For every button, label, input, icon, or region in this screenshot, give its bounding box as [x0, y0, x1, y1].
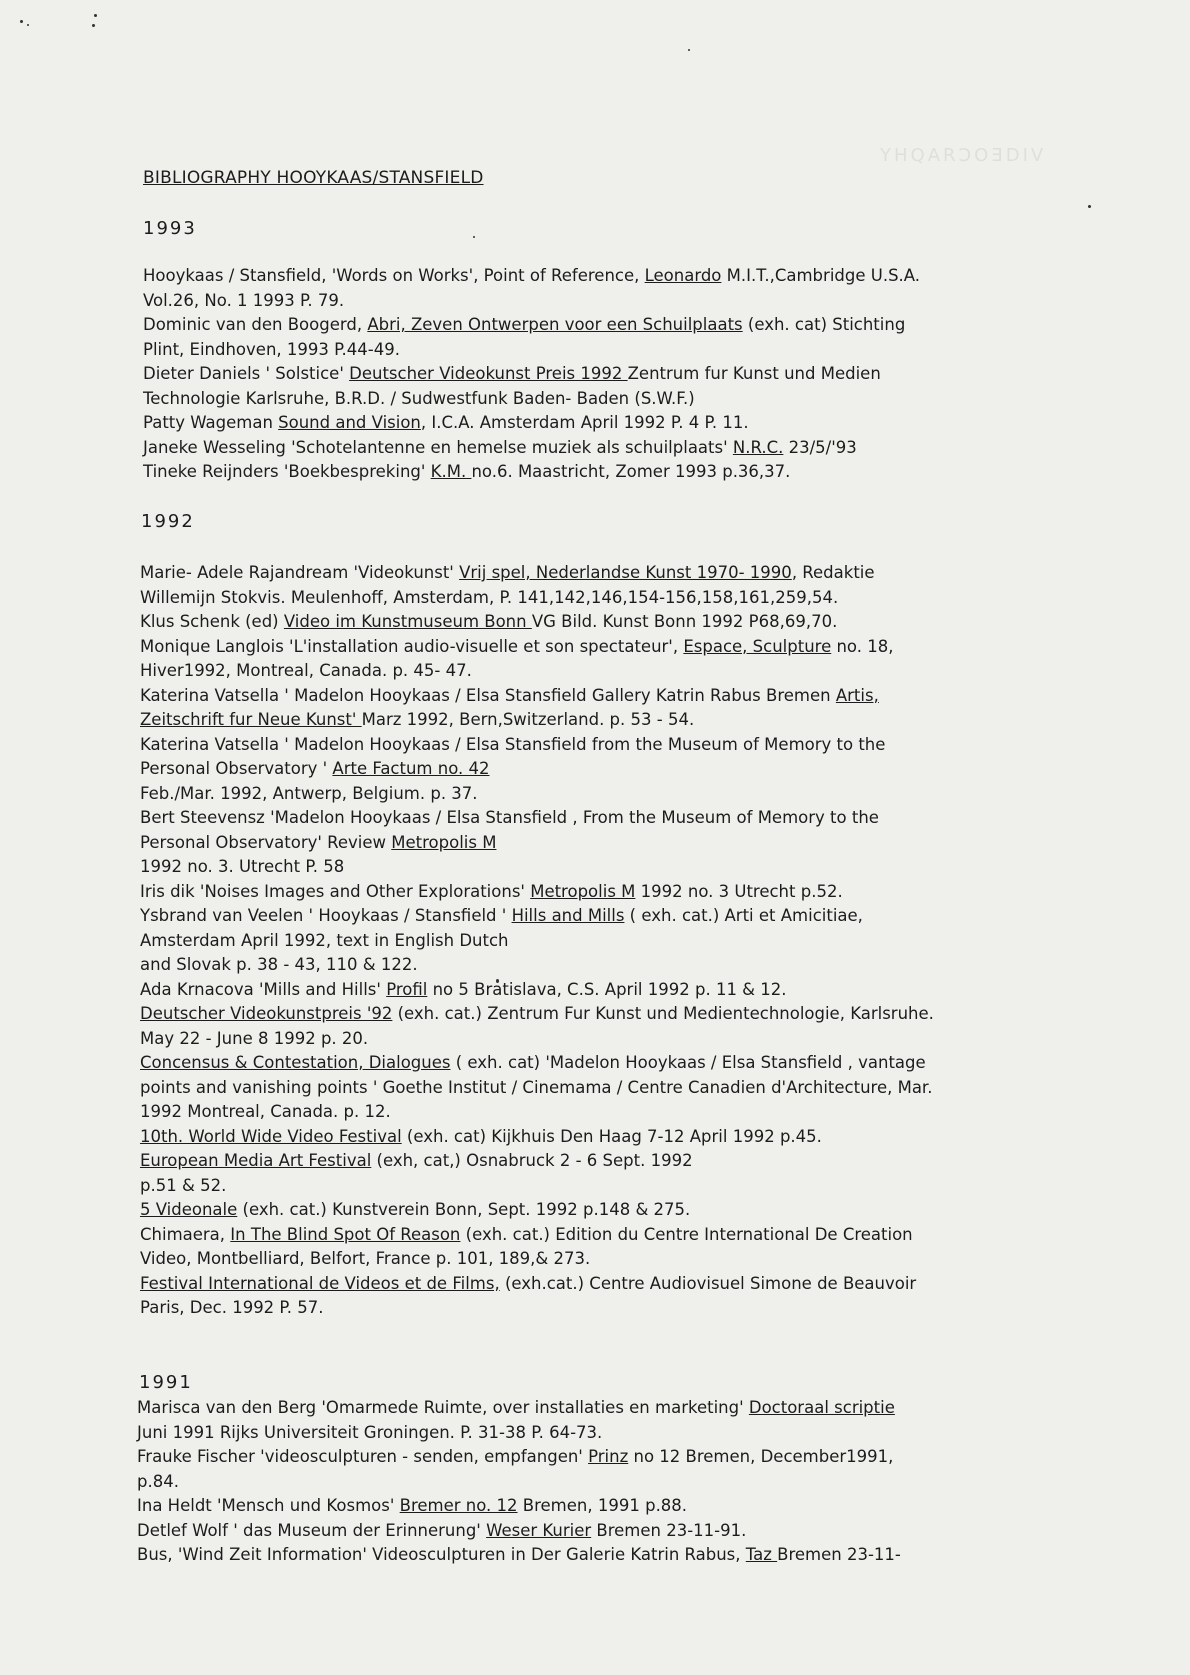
bibliography-line [137, 1519, 1037, 1544]
publication-title: N.R.C. [732, 437, 784, 457]
publication-title: 5 Videonale [140, 1200, 238, 1219]
citation-text: (exh. cat.) Kunstverein Bonn, Sept. 1992 p.148 & 275. [237, 1200, 691, 1219]
citation-text: Patty Wageman [143, 413, 279, 432]
bibliography-line [137, 1445, 1037, 1470]
citation-text: no 5 Bratislava, C.S. April 1992 p. 11 & 12. [427, 979, 787, 999]
citation-text: 1992 no. 3 Utrecht p.52. [635, 881, 843, 901]
scan-speck [1088, 205, 1091, 208]
citation-text: Plint, Eindhoven, 1993 P.44-49. [143, 339, 400, 359]
citation-text: Bremen 23-11-91. [591, 1520, 747, 1540]
citation-text: (exh. cat.) Edition du Centre International De Creation [460, 1224, 913, 1244]
show-through-text: YHQARƆOƎDIV [880, 145, 1047, 166]
citation-text: no. 18, [831, 636, 894, 656]
bibliography-line [140, 1296, 1040, 1321]
year-heading: 1991 [139, 1372, 193, 1393]
citation-text: points and vanishing points ' Goethe Institut / Cinemama / Centre Canadien d'Architecture, Mar. [140, 1077, 933, 1097]
bibliography-line [143, 411, 1043, 436]
publication-title: Prinz [588, 1447, 629, 1466]
citation-text: no 12 Bremen, December1991, [628, 1447, 894, 1466]
citation-text: Hiver1992, Montreal, Canada. p. 45- 47. [140, 661, 472, 680]
bibliography-line [140, 953, 1040, 978]
bibliography-line [140, 978, 1040, 1003]
publication-title: Sound and Vision [278, 413, 421, 432]
citation-text: and Slovak p. 38 - 43, 110 & 122. [140, 955, 418, 974]
bibliography-line [140, 659, 1040, 684]
publication-title: Espace, Sculpture [683, 636, 832, 656]
publication-title: Weser Kurier [486, 1520, 592, 1540]
citation-text: Klus Schenk (ed) [140, 612, 284, 631]
citation-text: ( exh. cat.) Arti et Amicitiae, [624, 906, 863, 925]
publication-title: Vrij spel, Nederlandse Kunst 1970- 1990 [459, 563, 792, 582]
citation-text: Katerina Vatsella ' Madelon Hooykaas / Elsa Stansfield Gallery Katrin Rabus Bremen [140, 685, 836, 705]
year-heading: 1993 [143, 218, 197, 239]
citation-text: Video, Montbelliard, Belfort, France p. 101, 189,& 273. [140, 1249, 591, 1268]
citation-text: , Redaktie [791, 563, 875, 582]
citation-text: Bus, 'Wind Zeit Information' Videosculpturen in Der Galerie Katrin Rabus, [137, 1545, 746, 1564]
citation-text: Zentrum fur Kunst und Medien [627, 364, 881, 383]
entries-1992 [140, 561, 1040, 1321]
citation-text: Juni 1991 Rijks Universiteit Groningen. P. 31-38 P. 64-73. [137, 1422, 603, 1442]
citation-text: p.84. [137, 1471, 179, 1491]
citation-text: Amsterdam April 1992, text in English Dutch [140, 930, 509, 950]
scan-speck [94, 14, 97, 17]
bibliography-line [140, 1198, 1040, 1223]
citation-text: Marz 1992, Bern,Switzerland. p. 53 - 54. [361, 710, 695, 729]
citation-text: (exh. cat) Stichting [742, 315, 906, 334]
publication-title: K.M. [430, 462, 472, 481]
publication-title: Doctoraal scriptie [748, 1398, 895, 1417]
bibliography-line [140, 1272, 1040, 1297]
citation-text: Ina Heldt 'Mensch und Kosmos' [137, 1496, 400, 1515]
bibliography-line [140, 782, 1040, 807]
citation-text: Ada Krnacova 'Mills and Hills' [140, 979, 387, 999]
scan-speck [20, 20, 23, 23]
publication-title: Video im Kunstmuseum Bonn [283, 612, 532, 631]
publication-title: Leonardo [644, 266, 722, 285]
citation-text: (exh.cat.) Centre Audiovisuel Simone de Beauvoir [499, 1273, 917, 1293]
publication-title: Festival International de Videos et de Films, [140, 1273, 500, 1293]
citation-text: Katerina Vatsella ' Madelon Hooykaas / Elsa Stansfield from the Museum of Memory to the [140, 734, 886, 754]
bibliography-line [140, 1174, 1040, 1199]
citation-text: p.51 & 52. [140, 1175, 227, 1195]
citation-text: Tineke Reijnders 'Boekbespreking' [143, 462, 431, 481]
publication-title: Deutscher Videokunstpreis '92 [140, 1004, 393, 1023]
publication-title: Metropolis M [530, 881, 636, 901]
citation-text: Personal Observatory ' [140, 759, 333, 778]
publication-title: Abri, Zeven Ontwerpen voor een Schuilplaats [367, 315, 743, 334]
bibliography-line [140, 1125, 1040, 1150]
citation-text: (exh. cat) Kijkhuis Den Haag 7-12 April 1992 p.45. [401, 1126, 822, 1146]
citation-text: Marie- Adele Rajandream 'Videokunst' [140, 563, 460, 582]
scan-speck [688, 49, 690, 51]
entries-1993 [143, 264, 1043, 485]
document-title: BIBLIOGRAPHY HOOYKAAS/STANSFIELD [143, 168, 484, 188]
bibliography-line [140, 1076, 1040, 1101]
bibliography-line [140, 831, 1040, 856]
bibliography-line [143, 338, 1043, 363]
bibliography-line [140, 929, 1040, 954]
publication-title: Metropolis M [391, 832, 497, 852]
bibliography-line [140, 635, 1040, 660]
citation-text: Bremen 23-11- [777, 1545, 901, 1564]
bibliography-line [140, 1051, 1040, 1076]
publication-title: Deutscher Videokunst Preis 1992 [349, 364, 628, 383]
publication-title: Concensus & Contestation, Dialogues [140, 1053, 451, 1072]
citation-text: Iris dik 'Noises Images and Other Explorations' [140, 881, 531, 901]
citation-text: , I.C.A. Amsterdam April 1992 P. 4 P. 11. [420, 413, 749, 432]
bibliography-line [140, 880, 1040, 905]
bibliography-line [140, 1100, 1040, 1125]
bibliography-line [140, 1247, 1040, 1272]
entries-1991 [137, 1396, 1037, 1568]
citation-text: Vol.26, No. 1 1993 P. 79. [143, 290, 345, 310]
bibliography-line [140, 586, 1040, 611]
citation-text: (exh, cat,) Osnabruck 2 - 6 Sept. 1992 [371, 1151, 693, 1170]
bibliography-line [140, 1002, 1040, 1027]
citation-text: 1992 no. 3. Utrecht P. 58 [140, 857, 345, 876]
citation-text: Frauke Fischer 'videosculpturen - senden, empfangen' [137, 1447, 589, 1466]
publication-title: Profil [386, 979, 428, 999]
bibliography-line [140, 684, 1040, 709]
citation-text: Janeke Wesseling 'Schotelantenne en hemelse muziek als schuilplaats' [143, 437, 733, 457]
scan-speck [92, 24, 95, 27]
citation-text: 1992 Montreal, Canada. p. 12. [140, 1102, 391, 1121]
citation-text: Technologie Karlsruhe, B.R.D. / Sudwestfunk Baden- Baden (S.W.F.) [143, 388, 695, 408]
bibliography-line [143, 362, 1043, 387]
citation-text: Hooykaas / Stansfield, 'Words on Works', Point of Reference, [143, 266, 645, 285]
publication-title: European Media Art Festival [140, 1151, 372, 1170]
citation-text: Willemijn Stokvis. Meulenhoff, Amsterdam, P. 141,142,146,154-156,158,161,259,54. [140, 587, 839, 607]
citation-text: Dieter Daniels ' [143, 364, 271, 383]
publication-title: Zeitschrift fur Neue Kunst' [140, 710, 362, 729]
citation-text: Detlef Wolf ' das Museum der Erinnerung' [137, 1520, 487, 1540]
bibliography-line [137, 1470, 1037, 1495]
bibliography-line [137, 1543, 1037, 1568]
citation-text: ( exh. cat) 'Madelon Hooykaas / Elsa Stansfield , vantage [450, 1053, 926, 1072]
citation-text: (exh. cat.) Zentrum Fur Kunst und Medientechnologie, Karlsruhe. [392, 1004, 934, 1023]
year-heading: 1992 [141, 511, 195, 532]
citation-text: M.I.T.,Cambridge U.S.A. [721, 266, 921, 285]
citation-text: Bremen, 1991 p.88. [517, 1496, 688, 1515]
bibliography-line [137, 1421, 1037, 1446]
citation-text: Chimaera, [140, 1224, 231, 1244]
citation-text: 23/5/'93 [783, 437, 857, 457]
citation-text: Monique Langlois 'L'installation audio-visuelle et son spectateur', [140, 636, 684, 656]
citation-text: Paris, Dec. 1992 P. 57. [140, 1298, 324, 1317]
bibliography-line [140, 855, 1040, 880]
citation-text: no.6. Maastricht, Zomer 1993 p.36,37. [471, 462, 791, 481]
citation-text: Bert Steevensz 'Madelon Hooykaas / Elsa Stansfield , From the Museum of Memory to the [140, 808, 879, 827]
bibliography-line [140, 904, 1040, 929]
publication-title: Artis, [835, 685, 879, 705]
bibliography-line [137, 1396, 1037, 1421]
citation-text: May 22 - June 8 1992 p. 20. [140, 1028, 369, 1048]
bibliography-line [140, 708, 1040, 733]
publication-title: Bremer no. 12 [399, 1496, 518, 1515]
bibliography-line [140, 733, 1040, 758]
bibliography-line [143, 313, 1043, 338]
scan-speck [473, 236, 475, 238]
bibliography-line [143, 289, 1043, 314]
bibliography-line [143, 436, 1043, 461]
citation-text: Marisca van den Berg 'Omarmede Ruimte, over installaties en marketing' [137, 1398, 749, 1417]
citation-text: Solstice' [270, 364, 350, 383]
bibliography-line [143, 460, 1043, 485]
publication-title: Taz [745, 1545, 778, 1564]
scan-speck [27, 24, 29, 26]
bibliography-line [140, 561, 1040, 586]
citation-text: Ysbrand van Veelen ' Hooykaas / Stansfield ' [140, 906, 512, 925]
publication-title: In The Blind Spot Of Reason [230, 1224, 461, 1244]
bibliography-line [140, 1027, 1040, 1052]
bibliography-line [140, 610, 1040, 635]
citation-text: Dominic van den Boogerd, [143, 315, 368, 334]
citation-text: Feb./Mar. 1992, Antwerp, Belgium. p. 37. [140, 783, 478, 803]
bibliography-line [143, 264, 1043, 289]
bibliography-line [143, 387, 1043, 412]
bibliography-line [140, 806, 1040, 831]
publication-title: 10th. World Wide Video Festival [140, 1126, 402, 1146]
citation-text: VG Bild. Kunst Bonn 1992 P68,69,70. [531, 612, 838, 631]
bibliography-line [140, 757, 1040, 782]
bibliography-line [140, 1149, 1040, 1174]
publication-title: Arte Factum no. 42 [332, 759, 490, 778]
bibliography-line [137, 1494, 1037, 1519]
publication-title: Hills and Mills [511, 906, 625, 925]
bibliography-line [140, 1223, 1040, 1248]
citation-text: Personal Observatory' Review [140, 832, 392, 852]
